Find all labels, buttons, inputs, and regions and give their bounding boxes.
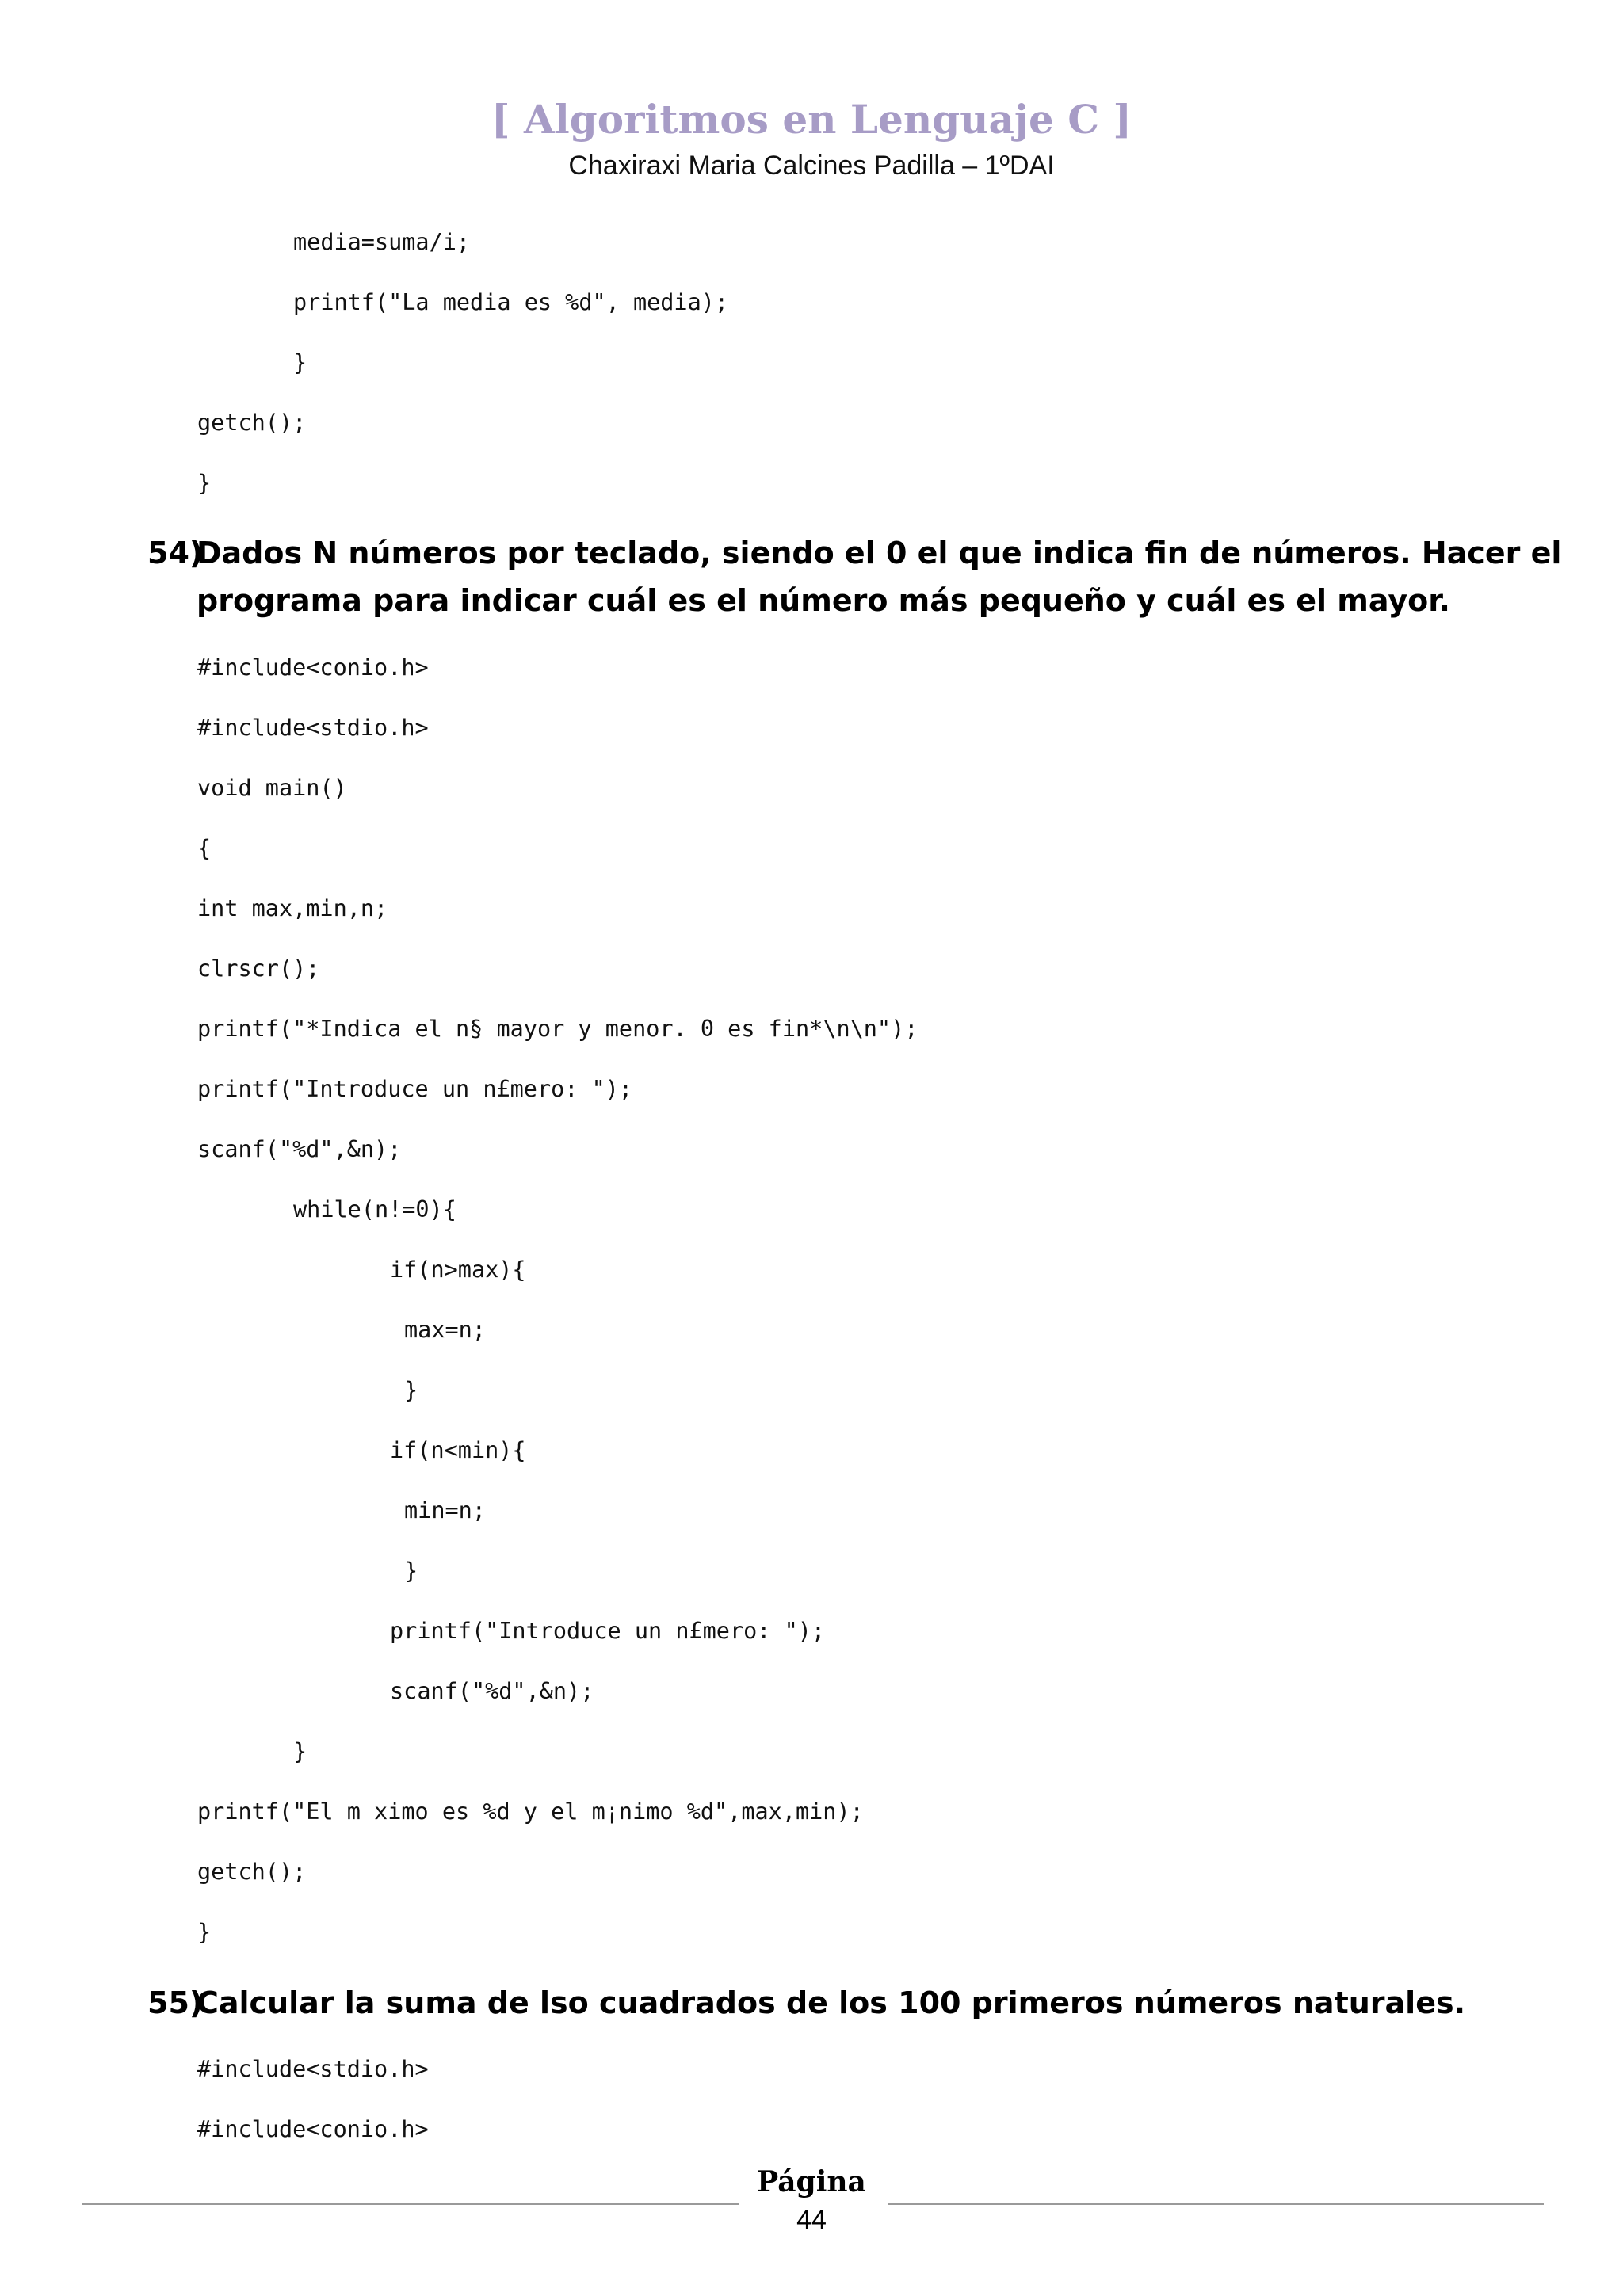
code-line: max=n; — [404, 1317, 486, 1343]
code-line: { — [197, 835, 212, 861]
code-line: } — [293, 349, 307, 376]
code-line: clrscr(); — [197, 955, 320, 982]
code-line: printf("*Indica el n§ mayor y menor. 0 es fin*\n\n"); — [197, 1016, 918, 1042]
code-line: getch(); — [197, 1859, 307, 1885]
document-title: [ Algoritmos en Lenguaje C ] — [491, 96, 1132, 143]
code-line: } — [293, 1738, 307, 1764]
code-line: printf("El m ximo es %d y el m¡nimo %d",max,min); — [197, 1798, 864, 1825]
code-line: printf("Introduce un n£mero: "); — [197, 1076, 633, 1102]
exercise-statement: Calcular la suma de lso cuadrados de los 100 primeros números naturales. — [197, 1985, 1466, 2020]
code-line: printf("Introduce un n£mero: "); — [390, 1618, 826, 1644]
code-line: getch(); — [197, 410, 307, 436]
code-line: scanf("%d",&n); — [197, 1136, 402, 1162]
exercise-number: 55) — [147, 1985, 204, 2020]
code-line: #include<stdio.h> — [197, 2056, 429, 2082]
document-author: Chaxiraxi Maria Calcines Padilla – 1ºDAI — [568, 151, 1055, 181]
code-line: } — [404, 1558, 418, 1584]
code-line: #include<stdio.h> — [197, 715, 429, 741]
code-line: scanf("%d",&n); — [390, 1678, 594, 1704]
code-line: } — [404, 1377, 418, 1403]
code-line: } — [197, 470, 212, 496]
code-line: printf("La media es %d", media); — [293, 289, 729, 315]
code-line: int max,min,n; — [197, 895, 388, 921]
code-line: if(n>max){ — [390, 1257, 526, 1283]
page-label: Página — [757, 2165, 866, 2199]
code-line: #include<conio.h> — [197, 2116, 429, 2142]
code-line: if(n<min){ — [390, 1437, 526, 1463]
code-line: void main() — [197, 775, 347, 801]
code-line: } — [197, 1919, 212, 1945]
exercise-number: 54) — [147, 536, 204, 570]
exercise-statement: Dados N números por teclado, siendo el 0 el que indica fin de números. Hacer el — [197, 536, 1562, 570]
page-number: 44 — [796, 2205, 827, 2235]
code-line: while(n!=0){ — [293, 1196, 456, 1222]
code-line: min=n; — [404, 1497, 486, 1524]
code-line: #include<conio.h> — [197, 654, 429, 681]
code-line: media=suma/i; — [293, 229, 471, 255]
exercise-statement: programa para indicar cuál es el número más pequeño y cuál es el mayor. — [197, 583, 1450, 618]
